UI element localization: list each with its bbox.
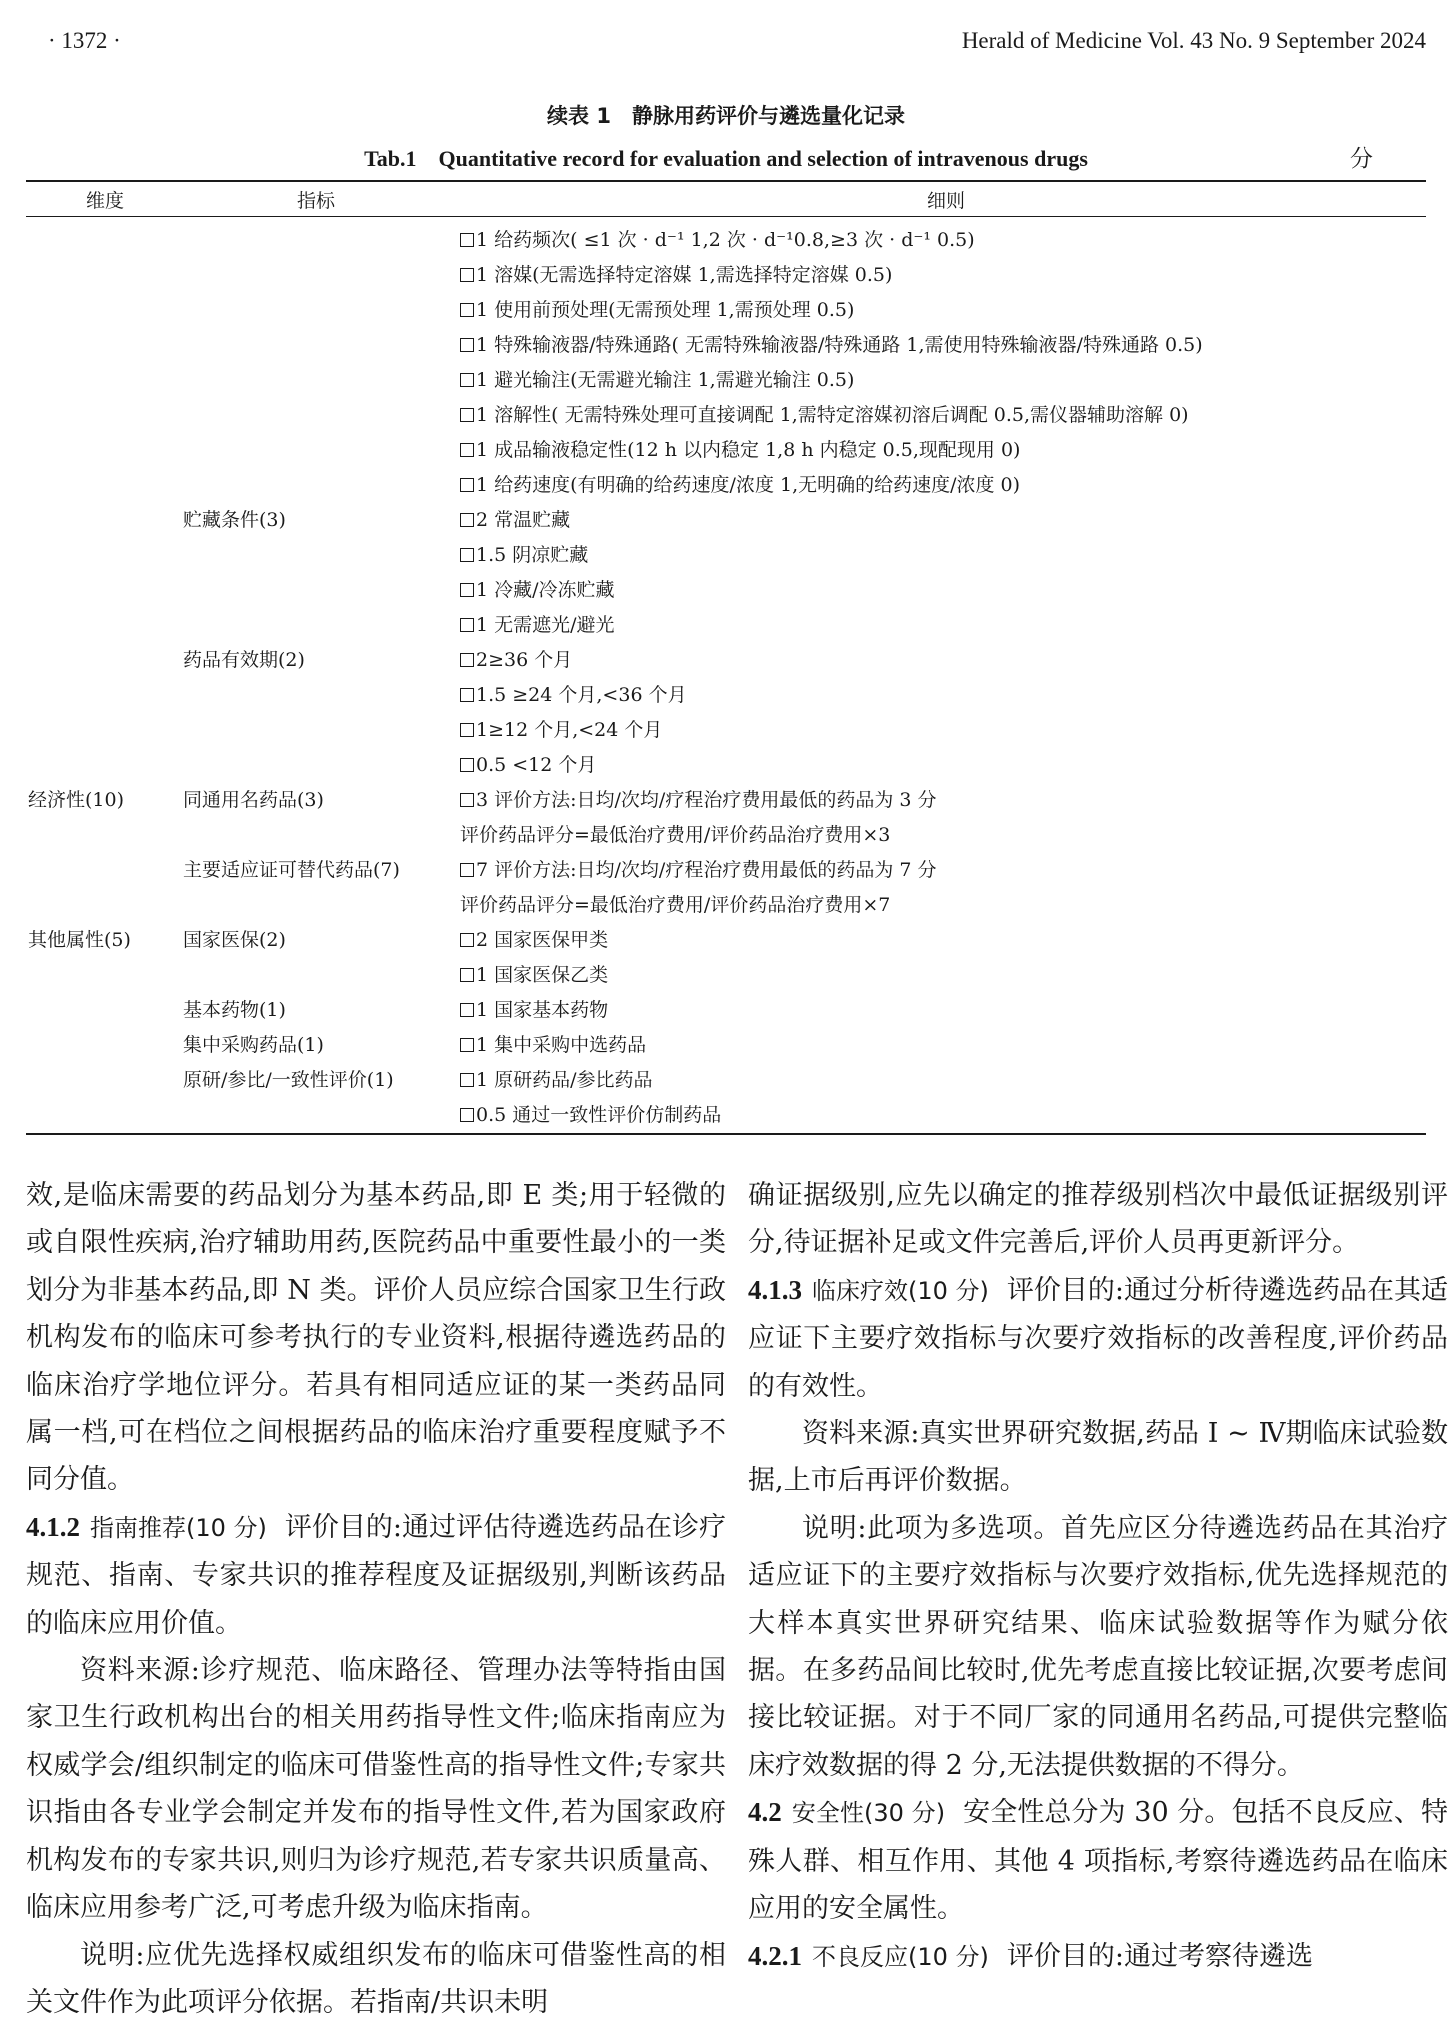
cell-detail (460, 538, 588, 573)
detail-text: 2≥36 个月 (476, 649, 573, 671)
table-row (0, 888, 1452, 923)
checkbox (460, 863, 474, 877)
checkbox (460, 443, 474, 457)
checkbox (460, 583, 474, 597)
table-row (0, 398, 1452, 433)
table-row (0, 783, 1452, 818)
paragraph: 效,是临床需要的药品划分为基本药品,即 E 类;用于轻微的或自限性疾病,治疗辅助用药,医院药品中重要性最小的一类划分为非基本药品,即 N 类。评价人员应综合国家卫生行政机构发布的临床可参考执行的专业资料,根据待遴选药品的临床治疗学地位评分。若具有相同适应证的某一类药品同属一档,可在档位之间根据药品的临床治疗重要程度赋予不同分值。 (26, 1180, 726, 1496)
checkbox (460, 338, 474, 352)
table-row (0, 258, 1452, 293)
detail-text: 1≥12 个月,<24 个月 (476, 719, 663, 741)
cell-indicator: 集中采购药品(1) (183, 1034, 324, 1056)
detail-text: 1 原研药品/参比药品 (476, 1069, 653, 1091)
detail-text: 1 特殊输液器/特殊通路( 无需特殊输液器/特殊通路 1,需使用特殊输液器/特殊通路 0.5) (476, 334, 1203, 356)
cell-indicator: 原研/参比/一致性评价(1) (183, 1069, 394, 1091)
detail-text: 0.5 通过一致性评价仿制药品 (476, 1104, 722, 1126)
checkbox (460, 268, 474, 282)
cell-detail (460, 293, 854, 328)
detail-text: 1.5 ≥24 个月,<36 个月 (476, 684, 687, 706)
detail-text: 1.5 阴凉贮藏 (476, 544, 589, 566)
table-row (0, 503, 1452, 538)
table-row (0, 573, 1452, 608)
table-row (0, 993, 1452, 1028)
checkbox (460, 548, 474, 562)
checkbox (460, 618, 474, 632)
table-row (0, 608, 1452, 643)
cell-detail (460, 1063, 653, 1098)
table-row (0, 363, 1452, 398)
section-4-2 (748, 1789, 1448, 1932)
cell-detail (460, 503, 570, 538)
table-row (0, 293, 1452, 328)
detail-text: 1 溶解性( 无需特殊处理可直接调配 1,需特定溶媒初溶后调配 0.5,需仪器辅助溶解 0) (476, 404, 1189, 426)
table-body (0, 223, 1452, 1133)
column-header-detail: 细则 (927, 190, 966, 212)
cell-detail (460, 468, 1020, 503)
checkbox (460, 513, 474, 527)
table-row (0, 538, 1452, 573)
detail-text: 3 评价方法:日均/次均/疗程治疗费用最低的药品为 3 分 (476, 789, 937, 811)
section-title: 不良反应(10 分) (812, 1942, 989, 1971)
cell-detail (460, 223, 975, 258)
checkbox (460, 1108, 474, 1122)
section-4-1-3 (748, 1267, 1448, 1410)
detail-text: 2 常温贮藏 (476, 509, 571, 531)
cell-detail (460, 713, 662, 748)
table-row (0, 1098, 1452, 1133)
cell-detail (460, 888, 890, 923)
table-row (0, 328, 1452, 363)
table-row (0, 748, 1452, 783)
cell-detail (460, 608, 615, 643)
checkbox (460, 758, 474, 772)
section-text: 评价目的:通过分析待遴选药品在其适应证下主要疗效指标与次要疗效指标的改善程度,评价药品的有效性。 (748, 1274, 1449, 1402)
cell-detail (460, 818, 890, 853)
cell-dimension: 经济性(10) (28, 789, 125, 811)
table-row (0, 923, 1452, 958)
body-column-left (26, 1172, 726, 2026)
cell-detail (460, 993, 608, 1028)
table-row (0, 958, 1452, 993)
section-text: 评价目的:通过考察待遴选 (1006, 1940, 1314, 1972)
table-top-rule (26, 180, 1426, 182)
running-header (26, 26, 1426, 60)
cell-detail (460, 783, 937, 818)
paragraph: 确证据级别,应先以确定的推荐级别档次中最低证据级别评分,待证据补足或文件完善后,评价人员再更新评分。 (748, 1180, 1448, 1259)
detail-text: 1 集中采购中选药品 (476, 1034, 647, 1056)
cell-indicator: 国家医保(2) (183, 929, 286, 951)
detail-text: 评价药品评分=最低治疗费用/评价药品治疗费用×3 (460, 824, 891, 846)
body-column-right (748, 1172, 1448, 1981)
section-4-2-1 (748, 1933, 1448, 1981)
checkbox (460, 653, 474, 667)
section-text: 安全性总分为 30 分。包括不良反应、特殊人群、相互作用、其他 4 项指标,考察待遴选药品在临床应用的安全属性。 (748, 1797, 1448, 1925)
checkbox (460, 968, 474, 982)
section-number: 4.1.3 (748, 1274, 802, 1305)
detail-text: 1 避光输注(无需避光输注 1,需避光输注 0.5) (476, 369, 855, 391)
detail-text: 1 国家医保乙类 (476, 964, 609, 986)
cell-detail (460, 923, 608, 958)
cell-detail (460, 1098, 721, 1133)
cell-detail (460, 258, 892, 293)
paragraph: 说明:此项为多选项。首先应区分待遴选药品在其治疗适应证下的主要疗效指标与次要疗效指标,优先选择规范的大样本真实世界研究结果、临床试验数据等作为赋分依据。在多药品间比较时,优先考虑直接比较证据,次要考虑间接比较证据。对于不同厂家的同通用名药品,可提供完整临床疗效数据的得 2 分,无法提供数据的不得分。 (748, 1512, 1448, 1781)
detail-text: 0.5 <12 个月 (476, 754, 597, 776)
detail-text: 1 给药频次( ≤1 次 · d⁻¹ 1,2 次 · d⁻¹0.8,≥3 次 · d⁻¹ 0.5) (476, 229, 975, 251)
cell-detail (460, 328, 1203, 363)
table-header-rule (26, 216, 1426, 217)
table-caption-en: Tab.1 Quantitative record for evaluation and selection of intravenous drugs (364, 146, 1088, 171)
checkbox (460, 1073, 474, 1087)
table-row (0, 678, 1452, 713)
section-title: 指南推荐(10 分) (90, 1513, 267, 1542)
cell-detail (460, 433, 1020, 468)
checkbox (460, 1038, 474, 1052)
detail-text: 1 成品输液稳定性(12 h 以内稳定 1,8 h 内稳定 0.5,现配现用 0) (476, 439, 1021, 461)
cell-detail (460, 398, 1189, 433)
cell-indicator: 同通用名药品(3) (183, 789, 324, 811)
page-number: · 1372 · (48, 28, 121, 53)
checkbox (460, 408, 474, 422)
table-row (0, 643, 1452, 678)
cell-detail (460, 678, 687, 713)
paragraph: 资料来源:真实世界研究数据,药品 Ⅰ ~ Ⅳ期临床试验数据,上市后再评价数据。 (748, 1418, 1448, 1497)
section-4-1-2 (26, 1504, 726, 1647)
cell-detail (460, 853, 937, 888)
checkbox (460, 793, 474, 807)
table-caption-cn: 续表 1 静脉用药评价与遴选量化记录 (547, 104, 905, 128)
paragraph: 说明:应优先选择权威组织发布的临床可借鉴性高的相关文件作为此项评分依据。若指南/共识未明 (26, 1939, 726, 2018)
cell-detail (460, 643, 572, 678)
table-row (0, 713, 1452, 748)
detail-text: 7 评价方法:日均/次均/疗程治疗费用最低的药品为 7 分 (476, 859, 937, 881)
table-bottom-rule (26, 1133, 1426, 1135)
detail-text: 1 使用前预处理(无需预处理 1,需预处理 0.5) (476, 299, 855, 321)
cell-indicator: 药品有效期(2) (183, 649, 305, 671)
cell-dimension: 其他属性(5) (28, 929, 131, 951)
table-unit: 分 (1350, 146, 1373, 172)
detail-text: 1 冷藏/冷冻贮藏 (476, 579, 615, 601)
checkbox (460, 688, 474, 702)
detail-text: 评价药品评分=最低治疗费用/评价药品治疗费用×7 (460, 894, 891, 916)
cell-indicator: 主要适应证可替代药品(7) (183, 859, 400, 881)
detail-text: 1 无需遮光/避光 (476, 614, 615, 636)
section-title: 临床疗效(10 分) (812, 1276, 989, 1305)
cell-detail (460, 1028, 646, 1063)
table-row (0, 853, 1452, 888)
section-number: 4.2.1 (748, 1940, 802, 1971)
detail-text: 1 给药速度(有明确的给药速度/浓度 1,无明确的给药速度/浓度 0) (476, 474, 1021, 496)
table-row (0, 818, 1452, 853)
table-row (0, 433, 1452, 468)
section-number: 4.1.2 (26, 1511, 80, 1542)
checkbox (460, 478, 474, 492)
checkbox (460, 723, 474, 737)
table-row (0, 1063, 1452, 1098)
checkbox (460, 1003, 474, 1017)
cell-indicator: 贮藏条件(3) (183, 509, 286, 531)
section-number: 4.2 (748, 1797, 782, 1828)
journal-citation: Herald of Medicine Vol. 43 No. 9 September 2024 (961, 28, 1426, 53)
table-row (0, 468, 1452, 503)
section-title: 安全性(30 分) (791, 1799, 946, 1828)
checkbox (460, 373, 474, 387)
checkbox (460, 933, 474, 947)
checkbox (460, 303, 474, 317)
cell-indicator: 基本药物(1) (183, 999, 286, 1021)
detail-text: 1 国家基本药物 (476, 999, 609, 1021)
cell-detail (460, 363, 854, 398)
column-header-indicator: 指标 (297, 190, 336, 212)
paragraph: 资料来源:诊疗规范、临床路径、管理办法等特指由国家卫生行政机构出台的相关用药指导性文件;临床指南应为权威学会/组织制定的临床可借鉴性高的指导性文件;专家共识指由各专业学会制定并发布的指导性文件,若为国家政府机构发布的专家共识,则归为诊疗规范,若专家共识质量高、临床应用参考广泛,可考虑升级为临床指南。 (26, 1655, 726, 1924)
section-text: 评价目的:通过评估待遴选药品在诊疗规范、指南、专家共识的推荐程度及证据级别,判断该药品的临床应用价值。 (26, 1511, 727, 1639)
cell-detail (460, 748, 596, 783)
detail-text: 2 国家医保甲类 (476, 929, 609, 951)
detail-text: 1 溶媒(无需选择特定溶媒 1,需选择特定溶媒 0.5) (476, 264, 893, 286)
cell-detail (460, 573, 615, 608)
cell-detail (460, 958, 608, 993)
table-row (0, 223, 1452, 258)
column-header-dimension: 维度 (86, 190, 125, 212)
table-row (0, 1028, 1452, 1063)
checkbox (460, 233, 474, 247)
